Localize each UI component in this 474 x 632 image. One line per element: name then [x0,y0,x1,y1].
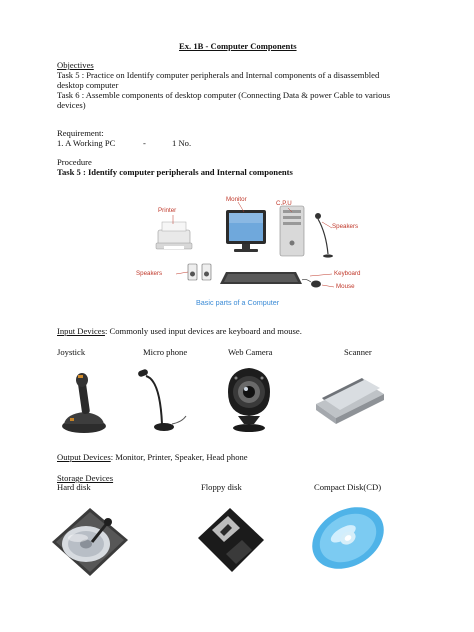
storage-item-floppy: Floppy disk [201,482,242,492]
joystick-icon [56,366,112,436]
microphone-desk-icon [134,366,194,436]
label-mouse: Mouse [336,283,355,290]
input-item-microphone: Micro phone [143,347,188,357]
input-item-joystick: Joystick [57,347,86,357]
microphone-icon [315,213,333,258]
objectives-heading: Objectives [57,60,94,70]
procedure-heading: Procedure [57,157,92,167]
cpu-tower-icon [280,206,304,256]
output-devices-line [57,452,248,462]
webcam-icon [218,362,280,434]
label-speakers-left: Speakers [136,270,163,277]
label-monitor: Monitor [226,196,247,203]
speakers-icon [188,264,211,280]
input-devices-heading: Input Devices [57,326,105,336]
monitor-icon [226,210,266,252]
objective-task5-line2: desktop computer [57,80,119,90]
floppy-disk-icon [194,502,268,578]
page-title: Ex. 1B - Computer Components [179,41,297,51]
objective-task6-line1: Task 6 : Assemble components of desktop computer (Connecting Data & power Cable to various [57,90,391,100]
input-item-webcam: Web Camera [228,347,273,357]
requirement-qty: 1 No. [172,138,192,148]
requirement-heading: Requirement: [57,128,104,138]
label-cpu: C.P.U [276,200,292,207]
objective-task5-line1: Task 5 : Practice on Identify computer peripherals and Internal components of a disassembled [57,70,380,80]
input-devices-text: : Commonly used input devices are keyboard and mouse. [104,326,302,336]
printer-icon [156,222,192,249]
storage-item-harddisk: Hard disk [57,482,91,492]
hard-disk-icon [46,502,132,582]
diagram-caption: Basic parts of a Computer [196,298,280,307]
requirement-dash: - [143,138,146,148]
label-keyboard: Keyboard [334,270,361,277]
output-devices-heading: Output Devices [57,452,111,462]
label-speakers-right: Speakers [332,223,359,230]
procedure-task5-title: Task 5 : Identify computer peripherals and Internal components [57,167,293,177]
label-printer: Printer [158,207,177,214]
requirement-item: 1. A Working PC [57,138,116,148]
input-item-scanner: Scanner [344,347,372,357]
objective-task6-line2: devices) [57,100,86,110]
mouse-icon [302,279,321,287]
storage-item-cd: Compact Disk(CD) [314,482,382,492]
compact-disk-icon [306,502,390,572]
keyboard-icon [220,272,302,284]
input-devices-line [57,326,302,336]
scanner-icon [312,368,388,424]
storage-devices-heading: Storage Devices [57,473,114,483]
output-devices-text: : Monitor, Printer, Speaker, Head phone [110,452,248,462]
